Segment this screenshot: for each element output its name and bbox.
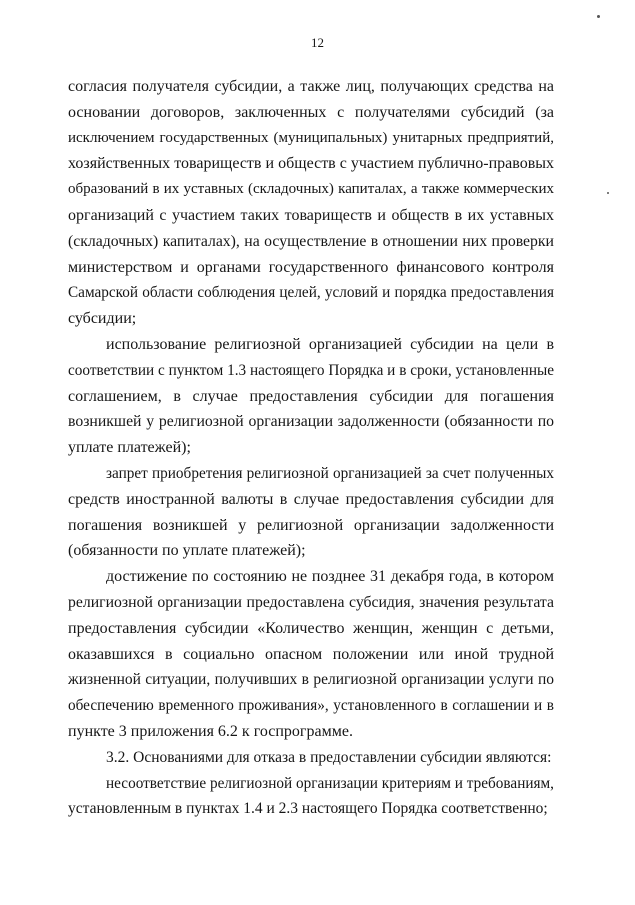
text-line: соглашением, в случае предоставления субсидии для погашения [68, 387, 554, 405]
text-line: исключением государственных (муниципальных) унитарных предприятий, [68, 129, 554, 146]
text-line: соответствии с пунктом 1.3 настоящего Порядка и в сроки, установленные [68, 361, 554, 379]
page-number: 12 [311, 35, 324, 50]
text-line: обеспечению временного проживания», установленного в соглашении и в [68, 697, 554, 715]
text-line: уплате платежей); [68, 439, 191, 457]
text-line: Самарской области соблюдения целей, условий и порядка предоставления [68, 284, 554, 302]
text-line: (складочных) капиталах), на осуществление в отношении них проверки [68, 232, 554, 250]
text-line: предоставления субсидии «Количество женщин, женщин с детьми, [68, 619, 554, 637]
scan-speck [597, 15, 600, 18]
text-line: основании договоров, заключенных с получателями субсидий (за [68, 103, 554, 121]
paragraph-currency-ban [68, 461, 554, 564]
text-line: несоответствие религиозной организации критериям и требованиям, [106, 774, 554, 792]
paragraph-noncompliance [68, 771, 554, 823]
text-line: пункте 3 приложения 6.2 к госпрограмме. [68, 722, 353, 740]
text-line: использование религиозной организацией субсидии на цели в [106, 335, 554, 353]
text-line: хозяйственных товариществ и обществ с участием публично-правовых [68, 155, 554, 173]
text-line: согласия получателя субсидии, а также лиц, получающих средства на [68, 78, 554, 95]
text-line: 3.2. Основаниями для отказа в предоставлении субсидии являются: [106, 748, 552, 766]
text-line: погашения возникшей у религиозной организации задолженности [68, 516, 554, 534]
paragraph-result-achievement [68, 564, 554, 745]
text-line: религиозной организации предоставлена субсидия, значения результата [68, 593, 554, 611]
document-body [68, 74, 554, 822]
text-line: жизненной ситуации, получивших в религиозной организации услуги по [68, 671, 554, 689]
paragraph-refusal-grounds-heading [68, 745, 554, 771]
text-line: запрет приобретения религиозной организацией за счет полученных [106, 464, 554, 482]
paragraph-control-consent [68, 74, 554, 332]
text-line: оказавшихся в социально опасном положении или иной трудной [68, 645, 554, 663]
text-line: субсидии; [68, 310, 137, 328]
text-line: образований в их уставных (складочных) капиталах, а также коммерческих [68, 181, 554, 198]
text-line: министерством и органами государственного финансового контроля [68, 258, 554, 276]
scan-speck [607, 192, 609, 194]
text-line: достижение по состоянию не позднее 31 декабря года, в котором [106, 568, 554, 586]
text-line: установленным в пунктах 1.4 и 2.3 настоящего Порядка соответственно; [68, 800, 548, 818]
text-line: организаций с участием таких товариществ и обществ в их уставных [68, 206, 554, 224]
text-line: средств иностранной валюты в случае предоставления субсидии для [68, 490, 554, 508]
text-line: возникшей у религиозной организации задолженности (обязанности по [68, 413, 554, 431]
text-line: (обязанности по уплате платежей); [68, 542, 306, 560]
paragraph-subsidy-use [68, 332, 554, 461]
